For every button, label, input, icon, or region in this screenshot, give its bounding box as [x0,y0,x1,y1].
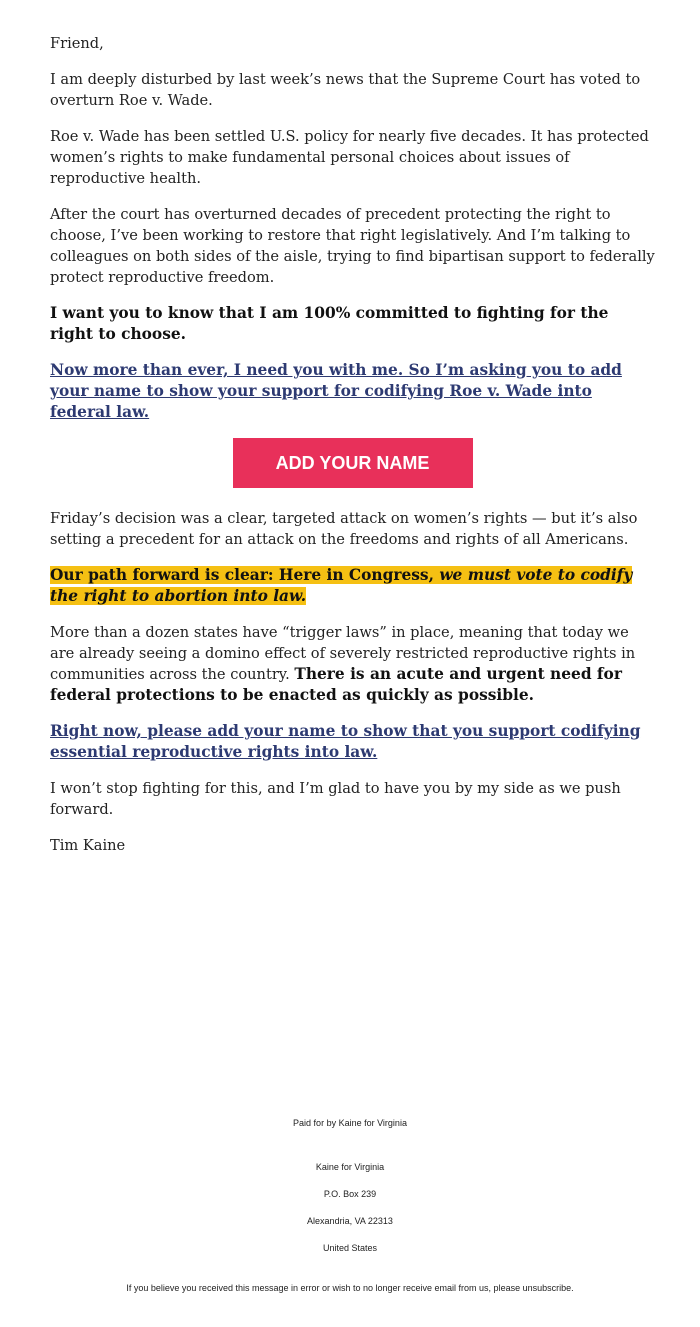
signature: Tim Kaine [50,837,126,854]
paragraph-1: I am deeply disturbed by last week’s news that the Supreme Court has voted to overturn Roe v. Wade. [50,71,641,109]
paragraph-7: I won’t stop fighting for this, and I’m glad to have you by my side as we push forward. [50,780,621,818]
paragraph-2: Roe v. Wade has been settled U.S. policy for nearly five decades. It has protected women’s rights to make fundamental personal choices about issues of reproductive health. [50,128,649,187]
highlight-paragraph [50,565,655,607]
cta-link-1-container [50,360,655,423]
add-name-link-2[interactable]: Right now, please add your name to show that you support codifying essential reproductive rights into law. [50,722,641,761]
footer [0,1118,700,1293]
commitment-statement: I want you to know that I am 100% committed to fighting for the right to choose. [50,304,609,343]
footer-org: Kaine for Virginia [315,1162,385,1172]
paragraph-6-bold: There is an acute and urgent need for federal protections to be enacted as quickly as possible. [50,665,622,704]
cta-link-2-container [50,721,655,763]
paragraph-3: After the court has overturned decades of precedent protecting the right to choose, I’ve been working to restore that right legislatively. And I’m talking to colleagues on both sides of the aisle, trying to find bipartisan support to federally protect reproductive freedom. [50,206,655,286]
add-your-name-button[interactable]: ADD YOUR NAME [233,438,473,488]
footer-city: Alexandria, VA 22313 [307,1216,393,1226]
paragraph-6-text: More than a dozen states have “trigger laws” in place, meaning that today we are already seeing a domino effect of severely restricted reproductive rights in communities across the country. [50,624,636,683]
highlight-text [50,566,632,605]
highlight-lead: Our path forward is clear: Here in Congress, [50,566,440,584]
paragraph-5: Friday’s decision was a clear, targeted attack on women’s rights — but it’s also setting a precedent for an attack on the freedoms and rights of all Americans. [50,510,638,548]
footer-country: United States [322,1243,378,1253]
paid-for-disclaimer: Paid for by Kaine for Virginia [293,1118,407,1128]
button-row [50,438,655,488]
paragraph-6 [50,622,655,706]
unsubscribe-link[interactable]: If you believe you received this message in error or wish to no longer receive email from us, please unsubscribe. [126,1283,574,1293]
greeting: Friend, [50,35,104,52]
footer-po-box: P.O. Box 239 [323,1189,377,1199]
highlight-emphasis: we must vote to codify the right to abortion into law. [50,566,633,605]
add-name-link-1[interactable]: Now more than ever, I need you with me. So I’m asking you to add your name to show your support for codifying Roe v. Wade into federal law. [50,361,622,421]
email-body [50,33,655,871]
